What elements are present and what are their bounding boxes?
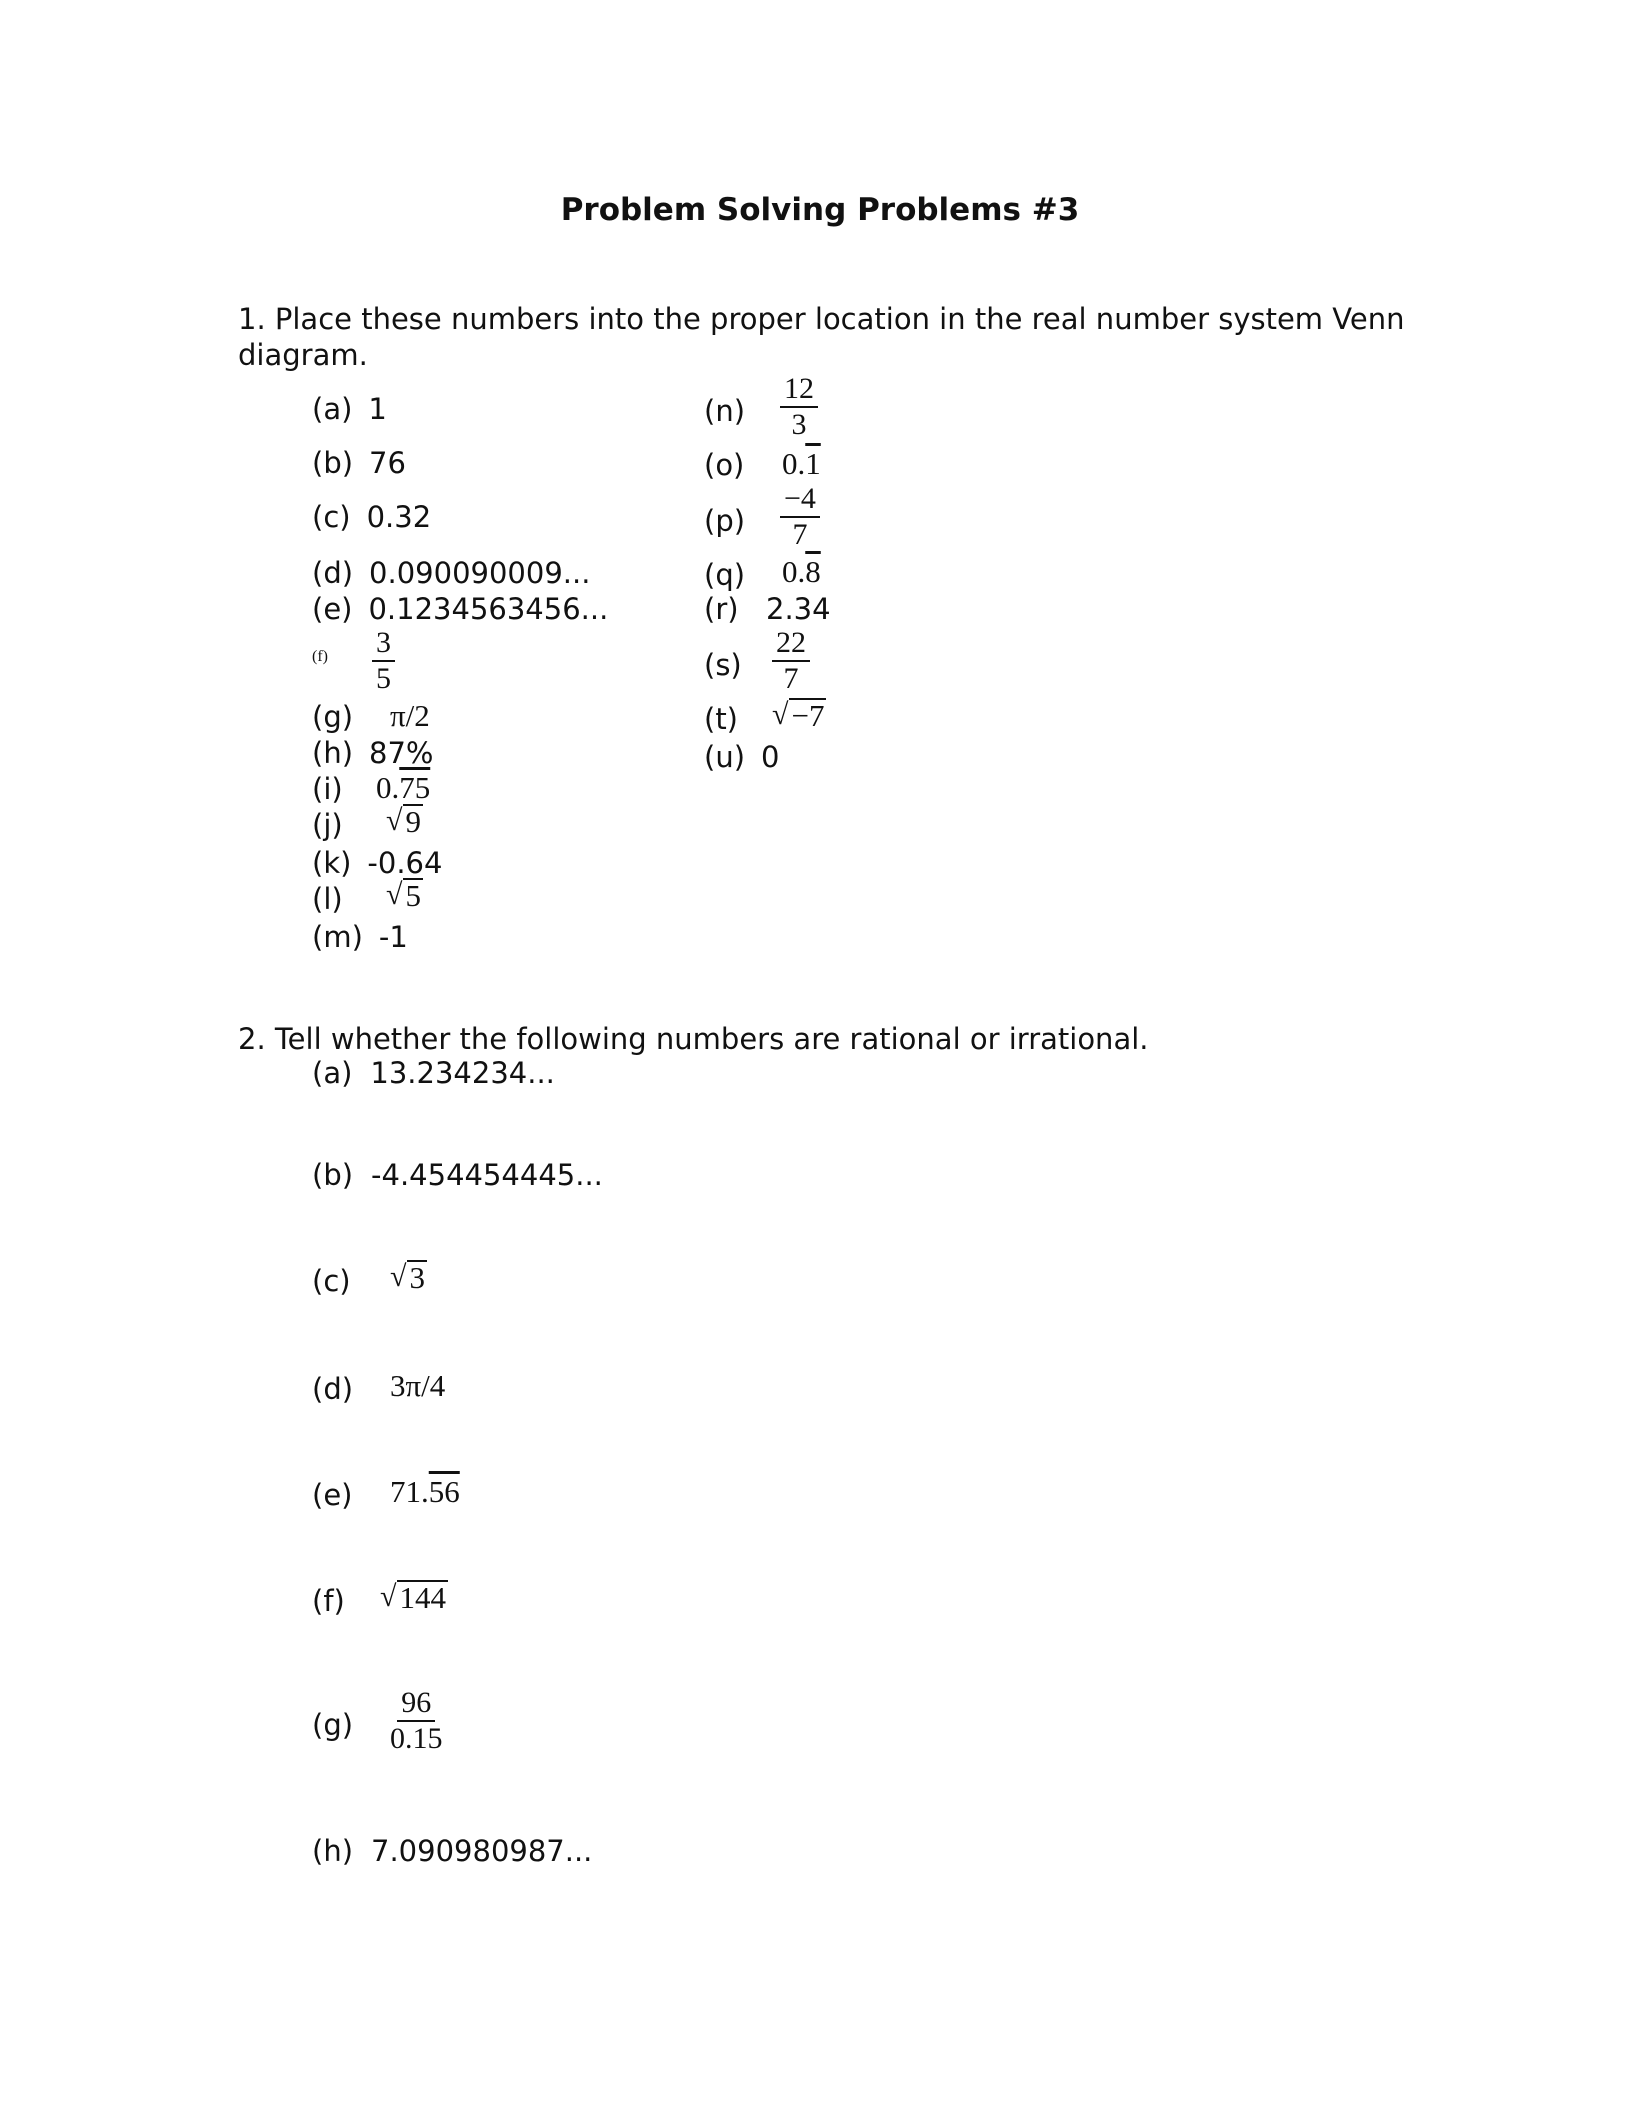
numerator: 12 [780, 372, 818, 408]
radicand: 3 [409, 1260, 425, 1295]
radical-sign-icon: √ [386, 804, 403, 837]
q2-item-f-radical [380, 1580, 448, 1614]
q1-item-d [312, 556, 590, 590]
q2-item-c-radical [390, 1260, 427, 1294]
repeating-digits: 1 [805, 446, 821, 481]
q1-item-s-label: (s) [704, 648, 742, 682]
item-value: 7.090980987... [371, 1834, 593, 1868]
q1-item-a [312, 392, 387, 426]
q1-item-o-label: (o) [704, 448, 745, 482]
q1-item-t-radical [772, 698, 826, 732]
whole-part: 0. [782, 554, 806, 589]
repeating-digits: 8 [805, 554, 821, 589]
denominator: 3 [791, 408, 807, 441]
q1-item-i-label: (i) [312, 772, 343, 806]
q1-item-q-label: (q) [704, 558, 746, 592]
item-value: -0.64 [367, 846, 443, 880]
item-label: (a) [312, 392, 353, 426]
q2-item-e-label: (e) [312, 1478, 353, 1512]
q1-item-g-value: π/2 [390, 698, 430, 733]
radicand: −7 [791, 698, 825, 733]
item-value: -1 [378, 920, 408, 954]
item-value: 0 [761, 740, 780, 774]
q1-item-r-value: 2.34 [766, 592, 831, 626]
item-value: -4.454454445... [371, 1158, 603, 1192]
q1-item-c [312, 500, 431, 534]
item-value: 76 [369, 446, 406, 480]
q1-item-u [704, 740, 779, 774]
whole-part: 71. [390, 1474, 429, 1509]
q1-item-l-radical [386, 878, 423, 912]
q2-item-h [312, 1834, 592, 1868]
item-value: 1 [368, 392, 387, 426]
q2-item-a [312, 1056, 555, 1090]
q1-item-t-label: (t) [704, 702, 738, 736]
denominator: 7 [783, 662, 799, 695]
q2-item-f-label: (f) [312, 1584, 345, 1618]
numerator: 22 [772, 626, 810, 662]
q2-item-g-label: (g) [312, 1708, 354, 1742]
q1-item-m [312, 920, 408, 954]
numerator: 3 [372, 626, 395, 662]
q1-item-q-value [782, 554, 821, 590]
numerator: −4 [780, 482, 820, 518]
q1-item-r-label: (r) [704, 592, 739, 626]
item-value: 87% [369, 736, 434, 770]
q2-item-d-label: (d) [312, 1372, 354, 1406]
q2-item-d-value: 3π/4 [390, 1368, 446, 1403]
question-1-text-line1: 1. Place these numbers into the proper location in the real number system Venn [238, 302, 1405, 336]
item-label: (a) [312, 1056, 353, 1090]
question-2-text: 2. Tell whether the following numbers are rational or irrational. [238, 1022, 1149, 1056]
denominator: 0.15 [390, 1722, 443, 1755]
q2-item-e-value [390, 1474, 460, 1510]
q2-item-c-label: (c) [312, 1264, 351, 1298]
radicand: 5 [405, 878, 421, 913]
q1-item-j-radical [386, 804, 423, 838]
radicand: 9 [405, 804, 421, 839]
q1-item-b [312, 446, 406, 480]
item-label: (h) [312, 1834, 354, 1868]
item-value: 0.1234563456... [368, 592, 609, 626]
q2-item-b [312, 1158, 603, 1192]
q1-item-s-fraction [772, 626, 810, 696]
q1-item-n-label: (n) [704, 394, 746, 428]
item-label: (u) [704, 740, 746, 774]
q2-item-g-fraction [386, 1686, 447, 1756]
q1-item-k [312, 846, 442, 880]
radical-sign-icon: √ [380, 1580, 397, 1613]
q1-item-i-value [376, 770, 430, 806]
item-label: (h) [312, 736, 354, 770]
radical-sign-icon: √ [772, 698, 789, 731]
whole-part: 0. [376, 770, 400, 805]
item-value: 0.32 [366, 500, 432, 534]
item-label: (b) [312, 446, 354, 480]
q1-item-f-fraction [372, 626, 395, 696]
radical-sign-icon: √ [390, 1260, 407, 1293]
numerator: 96 [397, 1686, 435, 1722]
q1-item-l-label: (l) [312, 882, 343, 916]
radicand: 144 [399, 1580, 446, 1615]
q1-item-p-label: (p) [704, 504, 746, 538]
item-value: 0.090090009... [369, 556, 591, 590]
denominator: 7 [792, 518, 808, 551]
radical-sign-icon: √ [386, 878, 403, 911]
q1-item-e [312, 592, 608, 626]
q1-item-n-fraction [780, 372, 818, 442]
repeating-digits: 56 [428, 1474, 460, 1509]
item-label: (d) [312, 556, 354, 590]
item-value: 13.234234... [370, 1056, 555, 1090]
denominator: 5 [376, 662, 391, 695]
q1-item-o-value [782, 446, 821, 482]
whole-part: 0. [782, 446, 806, 481]
page-title: Problem Solving Problems #3 [560, 192, 1080, 228]
q1-item-g-label: (g) [312, 700, 354, 734]
item-label: (e) [312, 592, 353, 626]
q1-item-f-label: (f) [312, 648, 328, 665]
repeating-digits: 75 [399, 770, 431, 805]
q1-item-h [312, 736, 433, 770]
question-1-text-line2: diagram. [238, 338, 368, 372]
q1-item-j-label: (j) [312, 808, 343, 842]
item-label: (k) [312, 846, 352, 880]
item-label: (b) [312, 1158, 354, 1192]
q1-item-p-fraction [780, 482, 820, 552]
item-label: (m) [312, 920, 363, 954]
item-label: (c) [312, 500, 351, 534]
